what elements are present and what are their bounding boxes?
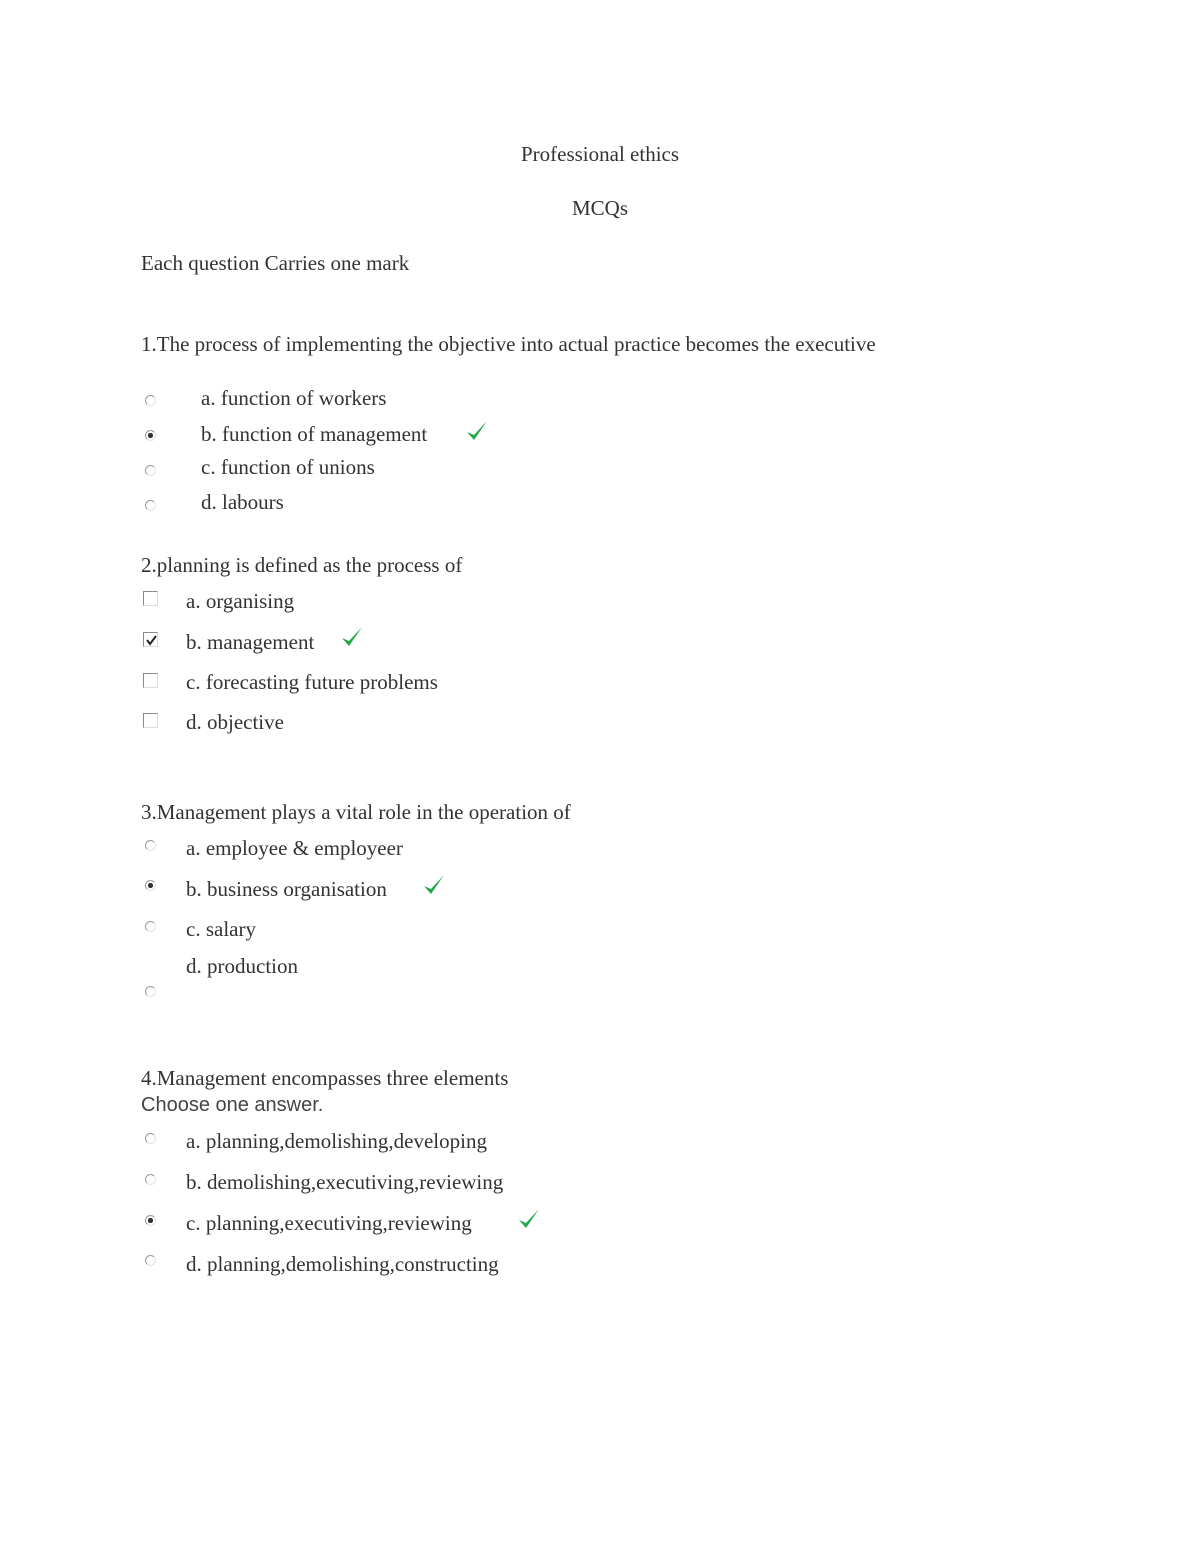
question-4-option-c-radio-icon[interactable] — [145, 1215, 156, 1226]
check-mark-icon — [465, 419, 489, 443]
instructions-text: Each question Carries one mark — [141, 251, 410, 275]
question-1-option-a-radio-icon[interactable] — [145, 395, 156, 406]
question-1-option-d-radio-icon[interactable] — [145, 500, 156, 511]
question-1-option-b-label[interactable]: b. function of management — [201, 422, 428, 446]
question-3-option-d-radio-icon[interactable] — [145, 986, 156, 997]
document-subtitle: MCQs — [571, 196, 629, 220]
question-2-option-c-label[interactable]: c. forecasting future problems — [186, 670, 438, 694]
question-2-option-b-label[interactable]: b. management — [186, 630, 315, 654]
question-1-option-b-radio-icon[interactable] — [145, 430, 156, 441]
question-3-option-a-label[interactable]: a. employee & employeer — [186, 836, 403, 860]
question-2-text: 2.planning is defined as the process of — [141, 553, 463, 577]
question-1-option-d-label[interactable]: d. labours — [201, 490, 284, 514]
question-2-option-a-label[interactable]: a. organising — [186, 589, 295, 613]
question-3-option-a-radio-icon[interactable] — [145, 840, 156, 851]
question-4-option-d-label[interactable]: d. planning,demolishing,constructing — [186, 1252, 499, 1276]
question-2-option-b-checkbox-icon[interactable] — [143, 632, 158, 647]
question-1-text: 1.The process of implementing the objective into actual practice becomes the executive — [141, 332, 876, 356]
question-2-option-d-checkbox-icon[interactable] — [143, 713, 158, 728]
question-4-option-d-radio-icon[interactable] — [145, 1255, 156, 1266]
question-4-option-b-radio-icon[interactable] — [145, 1174, 156, 1185]
question-3-option-b-label[interactable]: b. business organisation — [186, 877, 387, 901]
question-1-option-c-label[interactable]: c. function of unions — [201, 455, 375, 479]
question-4-instruction: Choose one answer. — [141, 1094, 324, 1116]
question-2-option-d-label[interactable]: d. objective — [186, 710, 284, 734]
question-1-option-a-label[interactable]: a. function of workers — [201, 386, 387, 410]
document-title: Professional ethics — [520, 142, 680, 166]
question-2-option-c-checkbox-icon[interactable] — [143, 673, 158, 688]
question-4-option-a-radio-icon[interactable] — [145, 1133, 156, 1144]
question-3-option-d-label[interactable]: d. production — [186, 954, 298, 978]
question-3-option-c-label[interactable]: c. salary — [186, 917, 256, 941]
question-4-option-b-label[interactable]: b. demolishing,executiving,reviewing — [186, 1170, 504, 1194]
question-3-text: 3.Management plays a vital role in the operation of — [141, 800, 571, 824]
check-mark-icon — [517, 1207, 541, 1231]
question-4-option-a-label[interactable]: a. planning,demolishing,developing — [186, 1129, 487, 1153]
question-3-option-c-radio-icon[interactable] — [145, 921, 156, 932]
check-mark-icon — [340, 625, 364, 649]
question-2-option-a-checkbox-icon[interactable] — [143, 591, 158, 606]
question-4-text: 4.Management encompasses three elements — [141, 1066, 509, 1090]
question-3-option-b-radio-icon[interactable] — [145, 880, 156, 891]
check-mark-icon — [422, 873, 446, 897]
question-1-option-c-radio-icon[interactable] — [145, 465, 156, 476]
question-4-option-c-label[interactable]: c. planning,executiving,reviewing — [186, 1211, 472, 1235]
